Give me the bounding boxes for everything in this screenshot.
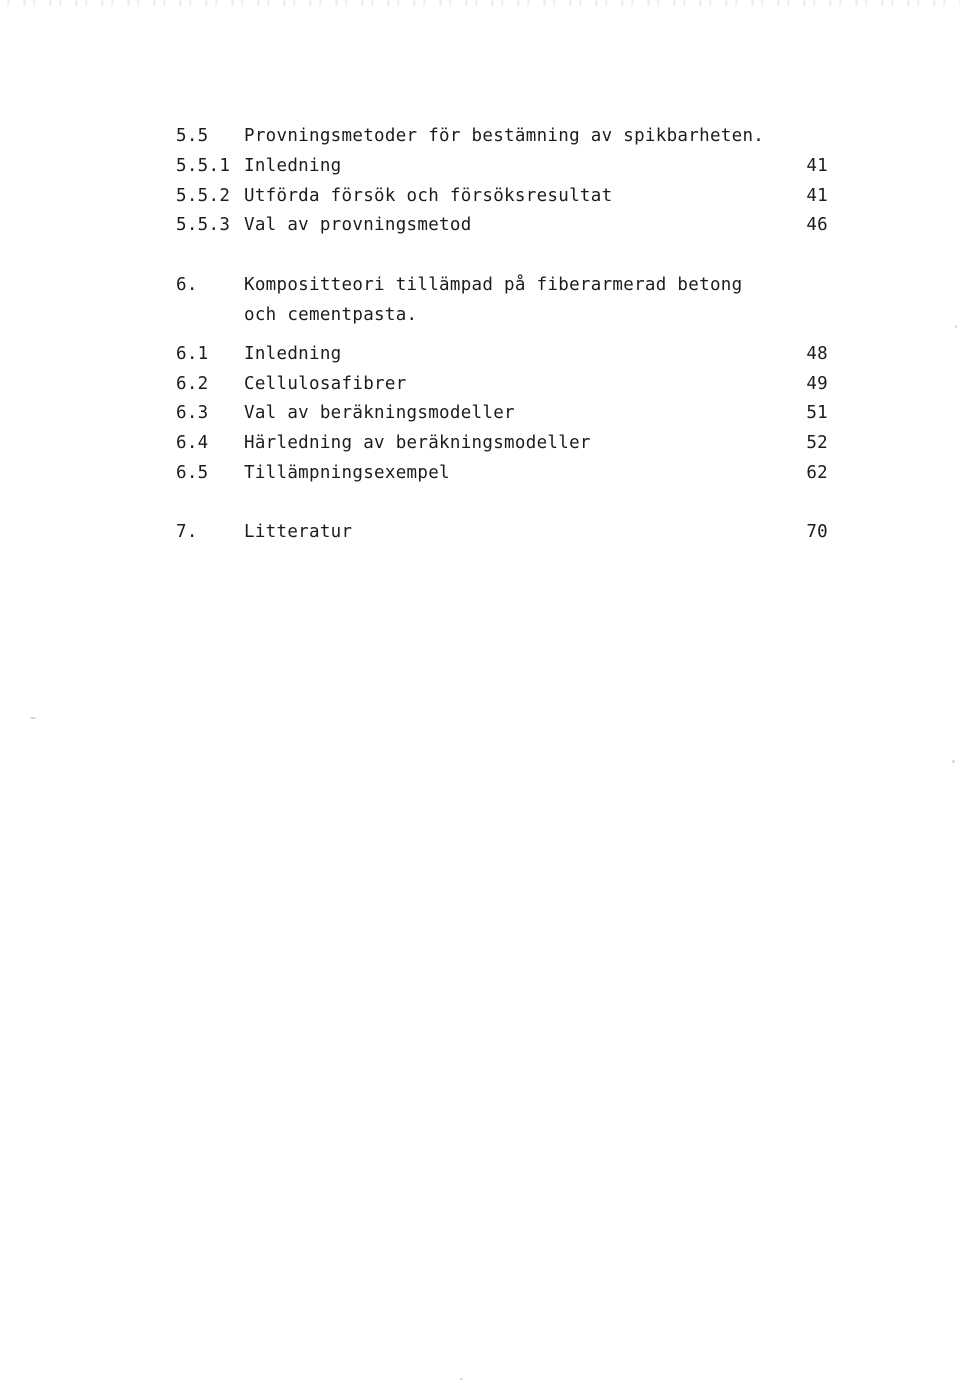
toc-entry-title: Val av beräkningsmodeller xyxy=(244,403,515,423)
scan-speck xyxy=(955,325,957,328)
toc-entry-title: Inledning xyxy=(244,156,342,176)
toc-entry-number: 6.1 xyxy=(176,344,209,364)
toc-entry-5-5-2 xyxy=(176,183,828,209)
toc-entry-6-5 xyxy=(176,460,828,486)
toc-entry-title: Litteratur xyxy=(244,522,353,542)
toc-entry-6-continuation xyxy=(176,302,828,328)
toc-entry-title: Val av provningsmetod xyxy=(244,215,472,235)
toc-entry-page: 49 xyxy=(806,374,828,394)
scan-speck xyxy=(30,717,36,719)
toc-entry-number: 6.3 xyxy=(176,403,209,423)
toc-entry-number: 5.5 xyxy=(176,126,209,146)
dot-leader xyxy=(413,371,780,397)
toc-entry-5-5-3 xyxy=(176,212,828,238)
toc-entry-page: 48 xyxy=(806,344,828,364)
dot-leader xyxy=(597,430,780,456)
dot-leader xyxy=(456,460,780,486)
toc-entry-number: 6.2 xyxy=(176,374,209,394)
toc-entry-page: 52 xyxy=(806,433,828,453)
dot-leader xyxy=(478,212,780,238)
scan-edge-artifact xyxy=(0,0,960,6)
toc-entry-page: 62 xyxy=(806,463,828,483)
toc-entry-number: 6.4 xyxy=(176,433,209,453)
dot-leader xyxy=(348,153,780,179)
toc-entry-6-3 xyxy=(176,400,828,426)
toc-entry-5-5-1 xyxy=(176,153,828,179)
scan-speck xyxy=(460,1378,463,1380)
toc-entry-page: 41 xyxy=(806,186,828,206)
toc-entry-5-5 xyxy=(176,123,828,149)
toc-entry-title: Provningsmetoder för bestämning av spikbarheten. xyxy=(244,126,765,146)
toc-entry-6 xyxy=(176,272,828,298)
scan-speck xyxy=(952,760,955,763)
toc-entry-title: Härledning av beräkningsmodeller xyxy=(244,433,591,453)
toc-entry-page: 51 xyxy=(806,403,828,423)
toc-entry-page: 46 xyxy=(806,215,828,235)
toc-entry-title: Utförda försök och försöksresultat xyxy=(244,186,613,206)
dot-leader xyxy=(358,519,780,545)
toc-entry-number: 6. xyxy=(176,275,198,295)
toc-entry-6-4 xyxy=(176,430,828,456)
toc-entry-number: 5.5.1 xyxy=(176,156,231,176)
toc-entry-title: Cellulosafibrer xyxy=(244,374,407,394)
dot-leader xyxy=(521,400,780,426)
toc-entry-number: 6.5 xyxy=(176,463,209,483)
toc-entry-title: Inledning xyxy=(244,344,342,364)
toc-entry-title: Kompositteori tillämpad på fiberarmerad betong xyxy=(244,275,743,295)
toc-entry-title: Tillämpningsexempel xyxy=(244,463,450,483)
toc-entry-number: 7. xyxy=(176,522,198,542)
dot-leader xyxy=(348,341,780,367)
toc-entry-6-1 xyxy=(176,341,828,367)
toc-entry-7 xyxy=(176,519,828,545)
dot-leader xyxy=(618,183,780,209)
toc-entry-number: 5.5.3 xyxy=(176,215,231,235)
toc-entry-page: 70 xyxy=(806,522,828,542)
toc-entry-title-continuation: och cementpasta. xyxy=(244,305,418,325)
toc-entry-number: 5.5.2 xyxy=(176,186,231,206)
toc-entry-page: 41 xyxy=(806,156,828,176)
toc-entry-6-2 xyxy=(176,371,828,397)
